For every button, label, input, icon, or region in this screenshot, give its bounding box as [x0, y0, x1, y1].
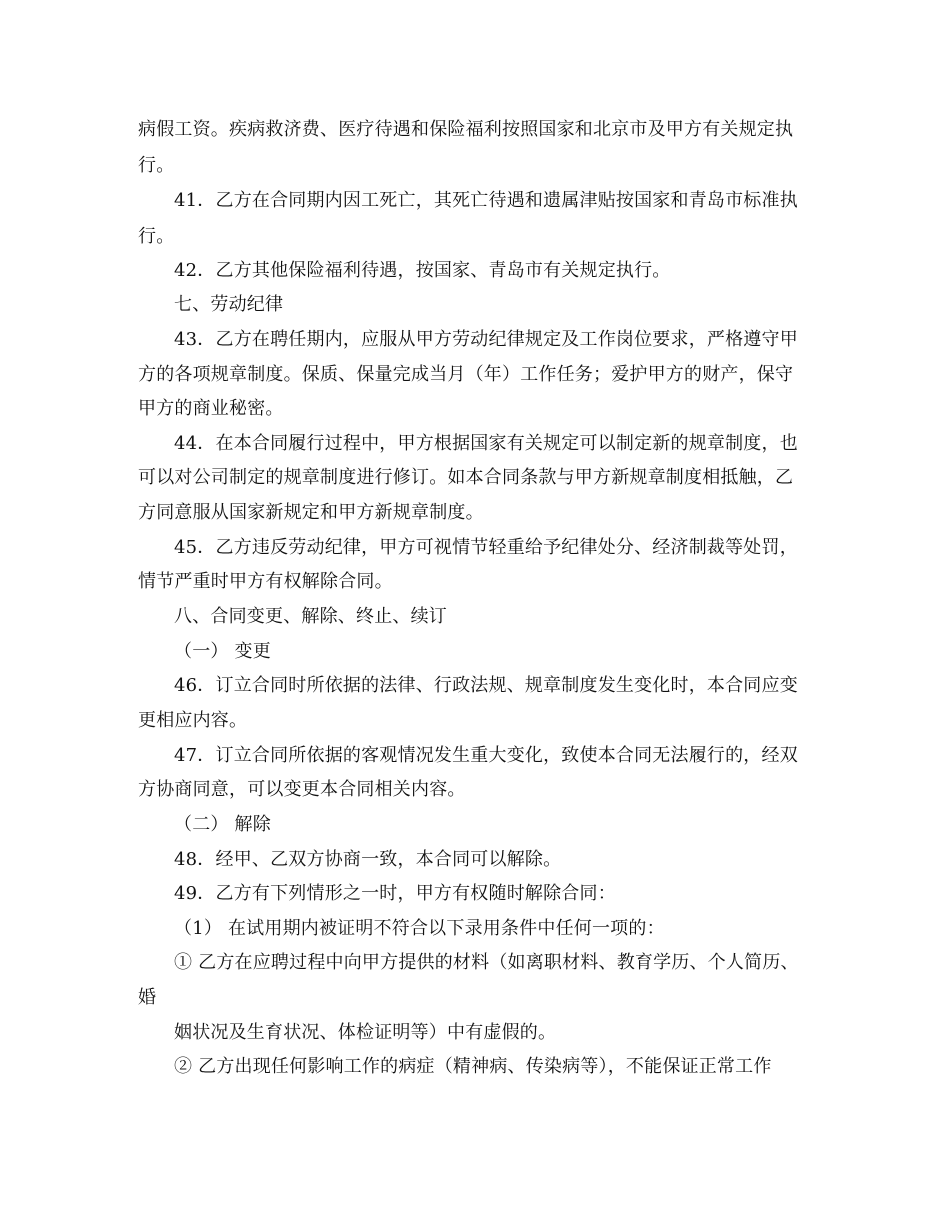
text-line: （1） 在试用期内被证明不符合以下录用条件中任何一项的： — [174, 918, 665, 939]
subsection-heading: （二） 解除 — [174, 814, 271, 835]
text-line: 更相应内容。 — [138, 710, 248, 731]
text-line: 病假工资。疾病救济费、医疗待遇和保险福利按照国家和北京市及甲方有关规定执 — [138, 119, 794, 140]
text-line: 48．经甲、乙双方协商一致，本合同可以解除。 — [174, 849, 562, 870]
text-line: 43．乙方在聘任期内，应服从甲方劳动纪律规定及工作岗位要求，严格遵守甲 — [174, 329, 798, 350]
text-line: 婚 — [138, 987, 157, 1008]
text-line: 行。 — [138, 226, 175, 247]
text-line: 44．在本合同履行过程中，甲方根据国家有关规定可以制定新的规章制度，也 — [174, 433, 798, 454]
section-heading: 七、劳动纪律 — [174, 294, 284, 315]
text-line: 49．乙方有下列情形之一时，甲方有权随时解除合同： — [174, 883, 616, 904]
text-line: 可以对公司制定的规章制度进行修订。如本合同条款与甲方新规章制度相抵触，乙 — [138, 467, 794, 488]
text-line: 姻状况及生育状况、体检证明等）中有虚假的。 — [174, 1022, 557, 1043]
text-line: 情节严重时甲方有权解除合同。 — [138, 571, 393, 592]
text-line: 46．订立合同时所依据的法律、行政法规、规章制度发生变化时，本合同应变 — [174, 675, 798, 696]
text-line: 45．乙方违反劳动纪律，甲方可视情节轻重给予纪律处分、经济制裁等处罚， — [174, 537, 798, 558]
text-line: 方协商同意，可以变更本合同相关内容。 — [138, 779, 466, 800]
text-line: ① 乙方在应聘过程中向甲方提供的材料（如离职材料、教育学历、个人简历、 — [174, 952, 799, 973]
text-line: 方的各项规章制度。保质、保量完成当月（年）工作任务；爱护甲方的财产，保守 — [138, 364, 794, 385]
text-line: 47．订立合同所依据的客观情况发生重大变化，致使本合同无法履行的，经双 — [174, 745, 798, 766]
text-line: 方同意服从国家新规定和甲方新规章制度。 — [138, 502, 484, 523]
text-line: ② 乙方出现任何影响工作的病症（精神病、传染病等），不能保证正常工作 — [174, 1056, 772, 1077]
text-line: 41．乙方在合同期内因工死亡，其死亡待遇和遗属津贴按国家和青岛市标准执 — [174, 190, 798, 211]
text-line: 42．乙方其他保险福利待遇，按国家、青岛市有关规定执行。 — [174, 260, 671, 281]
text-line: 行。 — [138, 155, 175, 176]
subsection-heading: （一） 变更 — [174, 641, 271, 662]
section-heading: 八、合同变更、解除、终止、续订 — [174, 606, 447, 627]
text-line: 甲方的商业秘密。 — [138, 398, 284, 419]
